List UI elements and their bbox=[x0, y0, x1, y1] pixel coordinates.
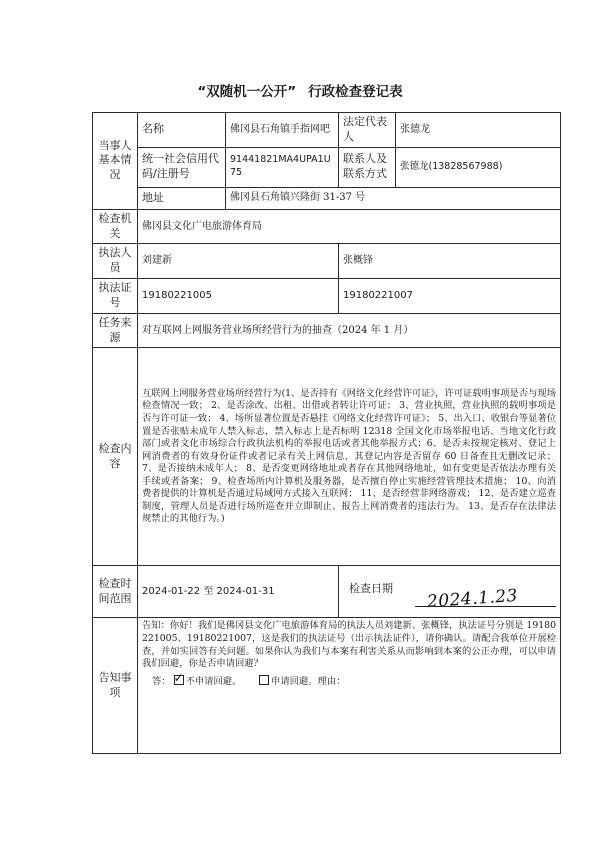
title-quoted: “双随机一公开” bbox=[197, 84, 297, 100]
date-underline bbox=[415, 606, 556, 607]
handwritten-date: 2024.1.23 bbox=[426, 586, 519, 613]
row-notice bbox=[93, 618, 561, 754]
address-label: 地址 bbox=[138, 187, 226, 209]
credit-code-label: 统一社会信用代码/注册号 bbox=[138, 147, 226, 187]
row-task bbox=[93, 313, 561, 348]
task-value: 对互联网上网服务营业场所经营行为的抽查（2024 年 1 月） bbox=[138, 313, 561, 348]
row-credit-code bbox=[93, 147, 561, 187]
officer2-name: 张概锋 bbox=[339, 244, 561, 279]
cert-label: 执法证号 bbox=[93, 279, 138, 314]
credit-code-value: 91441821MA4UPA1U75 bbox=[226, 147, 339, 187]
officer1-name: 刘建新 bbox=[138, 244, 339, 279]
row-period bbox=[93, 566, 561, 618]
task-label: 任务来源 bbox=[93, 313, 138, 348]
content-label: 检查内容 bbox=[93, 348, 138, 566]
period-sep: 至 bbox=[203, 586, 214, 598]
inspection-form-table bbox=[92, 112, 561, 754]
row-address bbox=[93, 187, 561, 209]
agency-value: 佛冈县文化广电旅游体育局 bbox=[138, 209, 561, 244]
cert2-number: 19180221007 bbox=[339, 279, 561, 314]
row-cert bbox=[93, 279, 561, 314]
notice-cell bbox=[138, 618, 561, 754]
title-rest: 行政检查登记表 bbox=[308, 84, 403, 100]
row-officers bbox=[93, 244, 561, 279]
page-title bbox=[0, 80, 600, 100]
legal-rep-label: 法定代表人 bbox=[339, 113, 396, 148]
row-agency bbox=[93, 209, 561, 244]
period-end: 2024-01-31 bbox=[216, 586, 275, 598]
period-start: 2024-01-22 bbox=[142, 586, 201, 598]
inspection-date-cell bbox=[339, 566, 561, 618]
notice-label: 告知事项 bbox=[93, 618, 138, 754]
period-label: 检查时间范围 bbox=[93, 566, 138, 618]
name-label: 名称 bbox=[138, 113, 226, 148]
content-text: 互联网上网服务营业场所经营行为(1、是否持有《网络文化经营许可证》，许可证载明事项是否与现场检查情况一致； 2、是否涂改、出租、出借或者转让许可证； 3、营业执照，营业执照的载明事项是否与许可证一致； 4、场所显著位置是否悬挂《网络文化经营许可证》； 5、出入口、收银台等显著位置是否张贴未成年人禁入标志，禁入标志上是否标明 12318 全国文化市场举报电话、当地文化行政部门或者文化市场综合行政执法机构的举报电话或者其他举报方式；6、是否未按规定核对、登记上网消费者的有效身份证件或者记录有关上网信息，其登记内容是否留存 60 日备查且无删改记录； 7、是否接纳未成年人； 8、是否变更网络地址或者存在其他网络地址，如有变更是否依法办理有关手续或者备案； 9、检查场所内计算机及服务器，是否擅自停止实施经营管理技术措施； 10、向消费者提供的计算机是否通过局域网方式接入互联网； 11、是否经营非网络游戏； 12、是否建立巡查制度，管理人员是否进行场所巡查并立即制止、报告上网消费者的违法行为。 13、是否存在法律法规禁止的其他行为。) bbox=[138, 348, 561, 566]
party-section-label: 当事人基本情况 bbox=[93, 113, 138, 210]
name-value: 佛冈县石角镇手指网吧 bbox=[226, 113, 339, 148]
legal-rep-value: 张德龙 bbox=[396, 113, 561, 148]
contact-value: 张德龙(13828567988) bbox=[396, 147, 561, 187]
date-label: 检查日期 bbox=[349, 582, 393, 596]
row-name bbox=[93, 113, 561, 148]
officers-label: 执法人员 bbox=[93, 244, 138, 279]
agency-label: 检查机关 bbox=[93, 209, 138, 244]
no-recusal-label: 不申请回避。 bbox=[185, 675, 242, 687]
no-recusal-checkbox[interactable] bbox=[174, 675, 184, 685]
period-range bbox=[138, 566, 339, 618]
row-content bbox=[93, 348, 561, 566]
address-value: 佛冈县石角镇兴隆街 31-37 号 bbox=[226, 187, 561, 209]
recusal-checkbox[interactable] bbox=[259, 675, 269, 685]
notice-text: 告知：你好！我们是佛冈县文化广电旅游体育局的执法人员刘建新、张概锋，执法证号分别是 19180221005、19180221007，这是我们的执法证号（出示执法证件），请你确认。请配合我单位开展检查，并如实回答有关问题。如果你认为我们与本案有利害关系从而影响到本案的公正办理，可以申请我们回避，你是否申请回避？ bbox=[142, 620, 556, 670]
recusal-label: 申请回避。理由： bbox=[271, 675, 346, 687]
answer-label: 答： bbox=[152, 675, 171, 687]
cert1-number: 19180221005 bbox=[138, 279, 339, 314]
contact-label: 联系人及联系方式 bbox=[339, 147, 396, 187]
notice-answer bbox=[142, 675, 556, 689]
